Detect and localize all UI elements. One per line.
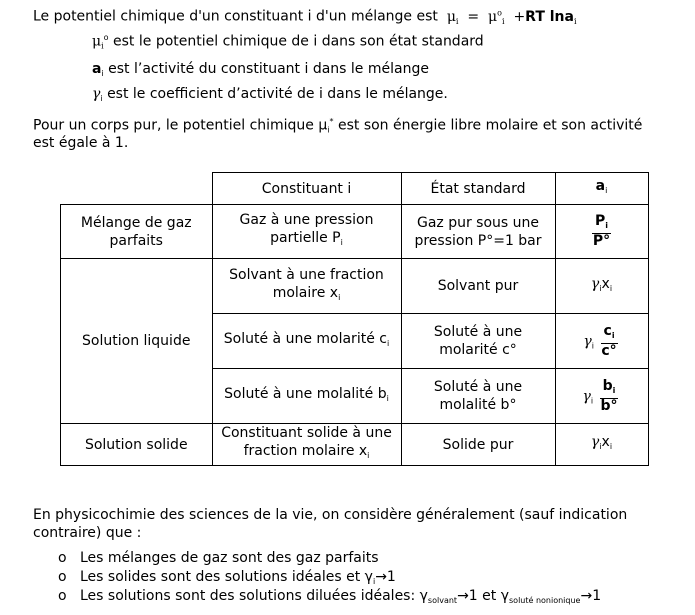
header-constituent: Constituant i bbox=[212, 173, 401, 205]
def-text: est le coefficient d’activité de i dans le mélange. bbox=[107, 86, 448, 102]
solid-sub: i bbox=[367, 451, 370, 460]
definition-gamma bbox=[92, 86, 448, 103]
pure-substance-line-2: est égale à 1. bbox=[33, 135, 129, 151]
gamma-sub: i bbox=[591, 341, 594, 350]
chemical-potential-equation bbox=[442, 9, 576, 25]
category-gas: Mélange de gaz parfaits bbox=[61, 205, 213, 259]
frac-den: P° bbox=[592, 233, 611, 249]
list-item bbox=[58, 549, 601, 568]
x: x bbox=[601, 275, 610, 292]
x-sub: i bbox=[609, 442, 613, 451]
item-sub-solvent: solvant bbox=[427, 596, 458, 605]
gamma-sub: i bbox=[599, 283, 602, 293]
assumptions-list bbox=[58, 549, 601, 606]
eq-mu: μ bbox=[446, 8, 456, 25]
intro-text: Le potentiel chimique d'un constituant i d'un mélange est bbox=[33, 8, 438, 25]
frac-den: b° bbox=[600, 397, 618, 414]
gamma: γ bbox=[590, 275, 600, 292]
bullet-circle-icon: o bbox=[58, 569, 67, 585]
fraction-b bbox=[598, 379, 621, 414]
fraction-c bbox=[598, 324, 619, 359]
category-liquid: Solution liquide bbox=[61, 259, 213, 424]
bullet-circle-icon: o bbox=[58, 550, 67, 566]
cell-solvent-activity bbox=[555, 259, 648, 314]
def-sup: o bbox=[103, 33, 109, 42]
table-row bbox=[61, 205, 649, 259]
molality-sub: i bbox=[386, 393, 389, 403]
x-sub: i bbox=[609, 283, 613, 293]
eq-sub-i: i bbox=[455, 16, 459, 26]
molarity-sub: i bbox=[386, 338, 390, 348]
item-arrow-1: →1 et γ bbox=[457, 588, 509, 604]
pure-sup: * bbox=[329, 117, 334, 126]
definition-mu-standard bbox=[92, 33, 484, 51]
def-symbol-gamma: γ bbox=[92, 86, 101, 102]
def-sub: i bbox=[100, 94, 103, 103]
item-text: Les solutions sont des solutions diluées idéales: γ bbox=[80, 588, 428, 604]
def-symbol-mu: μ bbox=[92, 33, 102, 50]
frac-den: c° bbox=[601, 342, 617, 359]
table-corner bbox=[61, 173, 213, 205]
list-item bbox=[58, 568, 601, 587]
eq-rtln: RT ln bbox=[525, 8, 565, 25]
frac-num-sub: i bbox=[611, 330, 615, 340]
solvent-text: Solvant à une fraction molaire x bbox=[229, 266, 384, 301]
solid-text: Constituant solide à une fraction molaire x bbox=[221, 425, 392, 459]
eq-equals: = bbox=[467, 8, 480, 25]
eq-a: a bbox=[564, 8, 574, 25]
fraction-p bbox=[590, 214, 613, 249]
cell-solid-standard: Solide pur bbox=[401, 424, 555, 466]
frac-num: P bbox=[594, 213, 606, 229]
gas-constituent-sub: i bbox=[340, 238, 343, 247]
x: x bbox=[601, 434, 610, 450]
cell-solid-constituent bbox=[212, 424, 401, 466]
pure-text-a: Pour un corps pur, le potentiel chimique μ bbox=[33, 117, 328, 134]
eq-sup-o: o bbox=[497, 8, 502, 17]
pure-text-b: est son énergie libre molaire et son activité bbox=[333, 117, 643, 134]
def-text: est le potentiel chimique de i dans son état standard bbox=[108, 33, 484, 50]
cell-molarity-activity bbox=[555, 314, 648, 369]
frac-num: c bbox=[603, 322, 612, 339]
cell-gas-constituent bbox=[212, 205, 401, 259]
header-standard-state: État standard bbox=[401, 173, 555, 205]
activity-table bbox=[60, 172, 649, 466]
def-sub: i bbox=[101, 41, 104, 51]
cell-molality-activity bbox=[555, 369, 648, 424]
solvent-sub: i bbox=[338, 292, 341, 302]
cell-molality-constituent bbox=[212, 369, 401, 424]
gamma: γ bbox=[583, 333, 592, 349]
eq-plus: + bbox=[513, 8, 526, 25]
table-row bbox=[61, 424, 649, 466]
pure-substance-line-1 bbox=[33, 117, 642, 135]
frac-num: b bbox=[602, 377, 613, 394]
cell-gas-activity bbox=[555, 205, 648, 259]
list-item bbox=[58, 587, 601, 606]
cell-molality-standard: Soluté à une molalité b° bbox=[401, 369, 555, 424]
item-arrow-2: →1 bbox=[580, 588, 602, 604]
molality-text: Soluté à une molalité b bbox=[224, 385, 387, 402]
table-header-row bbox=[61, 173, 649, 205]
item-text: Les solides sont des solutions idéales et γ bbox=[80, 569, 373, 585]
cell-solvent-constituent bbox=[212, 259, 401, 314]
frac-num-sub: i bbox=[612, 385, 616, 395]
gamma-sub: i bbox=[590, 396, 594, 405]
definition-activity bbox=[92, 61, 429, 78]
item-arrow: →1 bbox=[375, 569, 396, 585]
conclusion-line-1: En physicochimie des sciences de la vie, on considère généralement (sauf indication bbox=[33, 507, 628, 523]
pure-sub: i bbox=[327, 125, 330, 135]
eq-mu-standard: μ bbox=[488, 8, 498, 25]
item-sub: i bbox=[372, 577, 376, 586]
def-text: est l’activité du constituant i dans le mélange bbox=[108, 61, 429, 77]
item-text: Les mélanges de gaz sont des gaz parfaits bbox=[80, 550, 379, 566]
item-sub-solute: soluté nonionique bbox=[509, 596, 581, 605]
gamma: γ bbox=[590, 434, 600, 450]
frac-num-sub: i bbox=[605, 221, 608, 230]
gamma-sub: i bbox=[599, 442, 602, 451]
gas-constituent-text: Gaz à une pression partielle P bbox=[239, 212, 374, 246]
header-activity bbox=[555, 173, 648, 205]
bullet-circle-icon: o bbox=[58, 588, 67, 604]
cell-solid-activity bbox=[555, 424, 648, 466]
intro-line-1 bbox=[33, 8, 577, 26]
cell-solvent-standard: Solvant pur bbox=[401, 259, 555, 314]
cell-gas-standard: Gaz pur sous une pression P°=1 bar bbox=[401, 205, 555, 259]
conclusion-line-2: contraire) que : bbox=[33, 525, 142, 541]
category-solid: Solution solide bbox=[61, 424, 213, 466]
eq-sub-i-2: i bbox=[501, 16, 505, 26]
gamma: γ bbox=[582, 388, 591, 404]
table-row bbox=[61, 259, 649, 314]
def-symbol-a: a bbox=[92, 61, 102, 77]
eq-sub-i-3: i bbox=[573, 16, 577, 26]
header-activity-a: a bbox=[595, 178, 606, 194]
header-activity-sub: i bbox=[605, 186, 608, 195]
cell-molarity-standard: Soluté à une molarité c° bbox=[401, 314, 555, 369]
def-sub: i bbox=[101, 69, 104, 78]
molarity-text: Soluté à une molarité c bbox=[223, 330, 387, 347]
cell-molarity-constituent bbox=[212, 314, 401, 369]
